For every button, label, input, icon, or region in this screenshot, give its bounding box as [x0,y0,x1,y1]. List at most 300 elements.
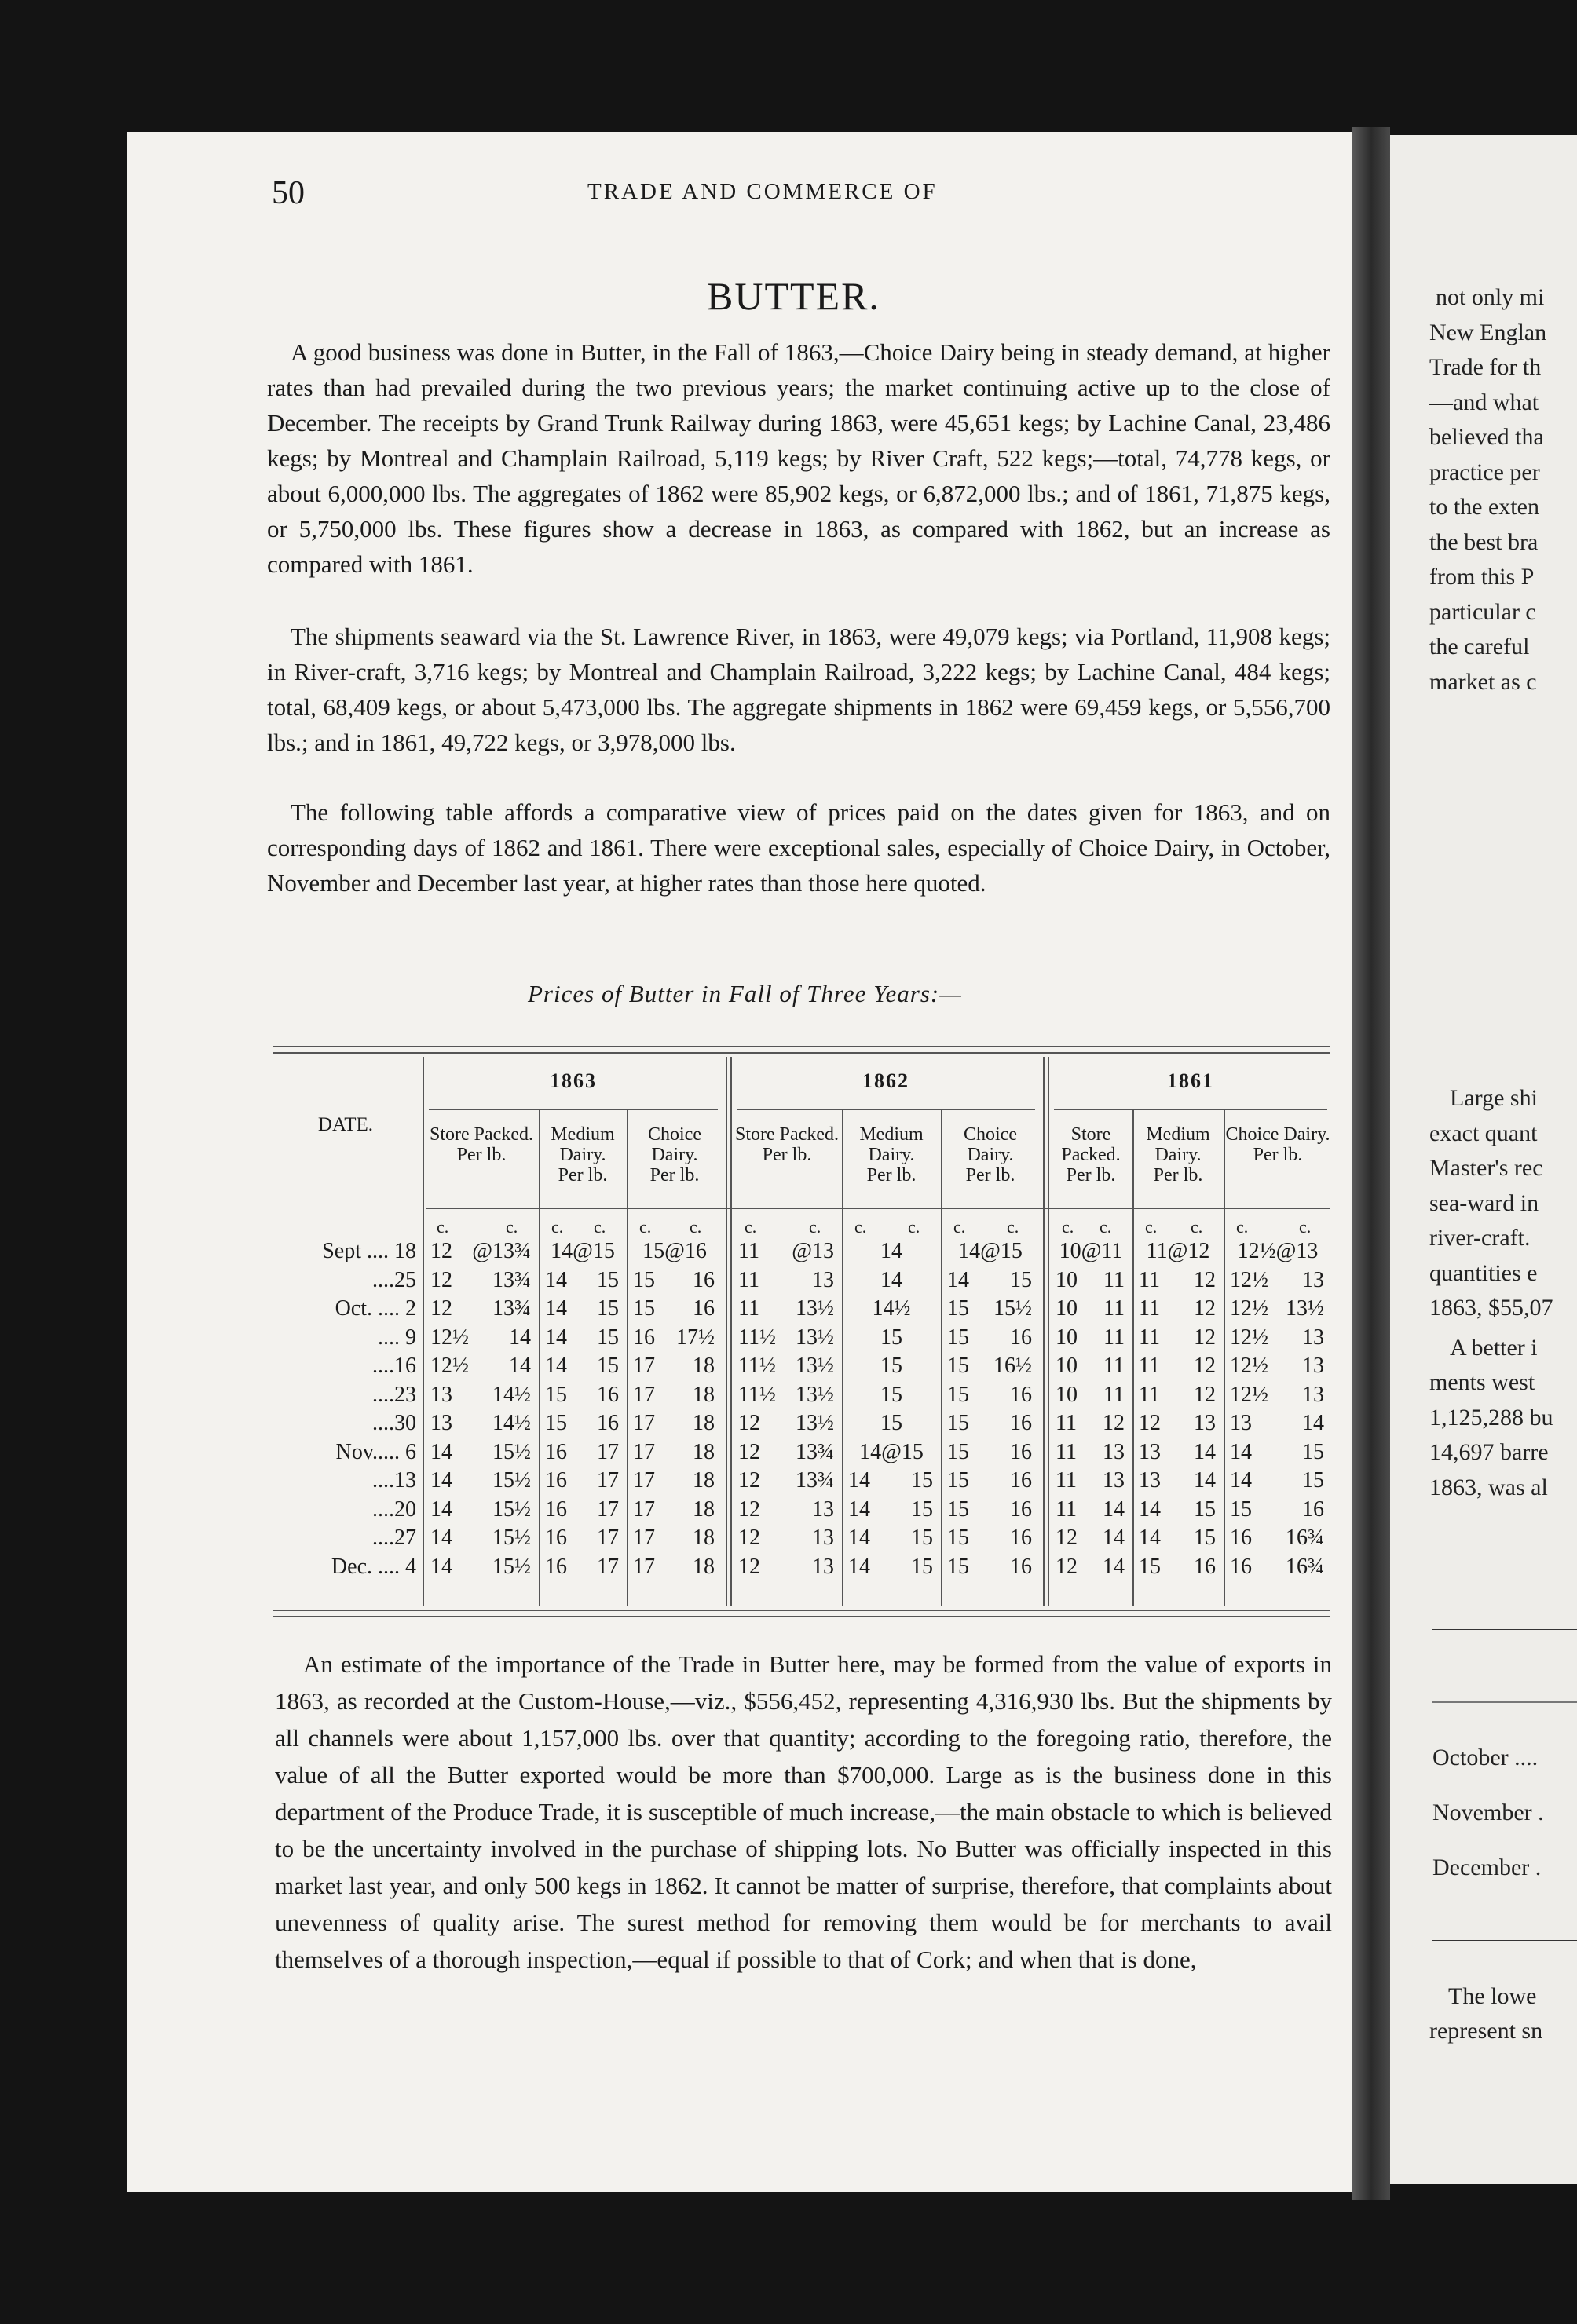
unit-label: c. [1145,1217,1158,1237]
subheader-line: Store Packed. [430,1124,533,1145]
price-cell: 12 [1194,1325,1216,1350]
price-cell: 15 [597,1296,619,1321]
price-cell: 14@15 [859,1439,924,1464]
price-cell: 13¾ [796,1468,834,1493]
price-cell: 13½ [796,1382,834,1407]
price-cell: 15 [947,1468,969,1493]
price-cell: 15 [880,1354,902,1378]
column-subheader [942,1124,1038,1186]
price-cell: 16 [1010,1496,1032,1522]
section-title: BUTTER. [707,274,880,318]
price-cell: 13¾ [492,1296,531,1321]
price-cell: 13 [1103,1439,1125,1464]
facing-page-line: 1,125,288 bu [1429,1404,1553,1431]
price-cell: 15½ [993,1296,1032,1321]
price-cell: 15 [1010,1267,1032,1292]
price-cell: 11 [1056,1468,1077,1493]
column-subheader [426,1124,537,1165]
price-cell: 14 [880,1267,902,1292]
paragraph-receipts: A good business was done in Butter, in the Fall of 1863,—Choice Dairy being in steady demand, at higher rates than had prevailed during the two previous years; the market continuing active up to the close of December. The receipts by Grand Trunk Railway during 1863, were 45,651 kegs; by Lachine Canal, 23,486 kegs; by Montreal and Champlain Railroad, 5,119 kegs; by River Craft, 522 kegs;—total, 74,778 kegs, or about 6,000,000 lbs. The aggregates of 1862 were 85,902 kegs, or 6,872,000 lbs.; and of 1861, 71,875 kegs, or 5,750,000 lbs. These figures show a decrease in 1863, as compared with 1862, but an increase as compared with 1861. [267,338,1330,578]
price-cell: 15 [545,1411,567,1435]
price-cell: 13 [812,1267,834,1292]
facing-page-line: the careful [1429,634,1530,660]
price-cell: 12½ [1230,1296,1268,1321]
unit-label: c. [745,1217,757,1237]
price-cell: 12½@13 [1237,1239,1319,1263]
price-cell: 11 [738,1239,759,1263]
price-cell: 17 [633,1354,655,1378]
price-cell: 16 [1230,1526,1252,1550]
price-cell: 11 [738,1267,759,1292]
row-date: ....30 [372,1411,416,1435]
unit-label: c. [594,1217,606,1237]
unit-label: c. [1191,1217,1203,1237]
price-cell: 14 [1139,1526,1161,1550]
year-underline [429,1109,718,1110]
price-cell: 16 [693,1296,715,1321]
price-cell: 14 [848,1468,870,1493]
facing-page-line: represent sn [1429,2018,1543,2044]
price-cell: 15 [947,1526,969,1550]
unit-label: c. [1299,1217,1312,1237]
group-divider [423,1057,424,1606]
subheader-line: Per lb. [965,1165,1015,1186]
price-cell: 18 [693,1382,715,1407]
subheader-line: Per lb. [649,1165,700,1186]
price-cell: 17 [597,1554,619,1579]
facing-page-line: 1863, $55,07 [1429,1295,1553,1321]
price-cell: 16 [545,1468,567,1493]
unit-label: c. [639,1217,652,1237]
price-cell: 11 [1103,1267,1125,1292]
year-header: 1862 [862,1069,909,1092]
price-cell: 12 [1056,1554,1078,1579]
price-cell: 15 [597,1325,619,1350]
price-cell: 15 [880,1411,902,1435]
price-cell: 15 [880,1325,902,1350]
unit-label: c. [551,1217,564,1237]
price-cell: 12 [738,1554,760,1579]
price-cell: 16 [1010,1554,1032,1579]
price-cell: 14½ [492,1411,531,1435]
price-cell: 17 [633,1468,655,1493]
price-cell: 13 [1302,1267,1324,1292]
price-cell: 14 [848,1554,870,1579]
row-date: Sept .... 18 [322,1239,416,1263]
price-cell: 14@15 [958,1239,1023,1263]
price-cell: 15½ [492,1496,531,1522]
price-cell: 11 [1103,1382,1125,1407]
price-cell: 16 [1010,1382,1032,1407]
price-cell: 15½ [492,1439,531,1464]
price-cell: 12 [430,1296,452,1321]
price-cell: 13 [1302,1325,1324,1350]
subheader-line: Per lb. [762,1145,812,1165]
price-cell: 15 [545,1382,567,1407]
price-cell: 12 [430,1267,452,1292]
price-cell: 15 [947,1439,969,1464]
price-cell: 15 [1139,1554,1161,1579]
price-cell: 17 [597,1496,619,1522]
price-cell: 11 [1103,1296,1125,1321]
price-cell: 15½ [492,1554,531,1579]
price-cell: 11 [1139,1296,1160,1321]
paragraph-table-intro: The following table affords a comparative view of prices paid on the dates given for 1863, and on corresponding days of 1862 and 1861. There were exceptional sales, especially of Choice Dairy, in October, November and December last year, at higher rates than those here quoted. [267,798,1330,897]
unit-label: c. [908,1217,920,1237]
price-cell: 12 [738,1411,760,1435]
price-cell: 15½ [492,1468,531,1493]
price-cell: 11½ [738,1325,776,1350]
price-cell: 11 [1139,1382,1160,1407]
price-cell: 12 [738,1526,760,1550]
price-cell: 13 [812,1526,834,1550]
subheader-line: Per lb. [866,1165,917,1186]
facing-page-month: November . [1432,1800,1544,1825]
price-cell: 14 [1302,1411,1324,1435]
price-cell: 12½ [1230,1354,1268,1378]
price-cell: 16 [633,1325,655,1350]
price-cell: 15 [947,1354,969,1378]
unit-label: c. [854,1217,867,1237]
price-cell: 16 [545,1554,567,1579]
facing-page-month: October .... [1432,1745,1539,1770]
price-cell: 12 [1194,1267,1216,1292]
table-bottom-rule [273,1610,1330,1611]
price-cell: 13½ [796,1325,834,1350]
facing-page-line: A better i [1450,1334,1538,1361]
facing-page-line: not only mi [1436,284,1545,310]
price-cell: 15 [597,1354,619,1378]
year-header: 1861 [1167,1069,1214,1092]
price-cell: 13½ [796,1411,834,1435]
price-cell: 16¾ [1286,1526,1324,1550]
facing-page-rule [1432,1938,1577,1941]
price-cell: 16 [1010,1468,1032,1493]
price-cell: 13¾ [492,1267,531,1292]
price-cell: 12 [1194,1354,1216,1378]
price-cell: 15 [1302,1468,1324,1493]
price-cell: 14 [1194,1468,1216,1493]
facing-page-line: ments west [1429,1369,1535,1395]
unit-label: c. [1007,1217,1019,1237]
price-cell: 16 [545,1526,567,1550]
subheader-line: Store Packed. [1061,1124,1121,1165]
facing-page-line: practice per [1429,459,1540,485]
facing-page-line: —and what [1429,389,1539,415]
price-cell: 18 [693,1554,715,1579]
price-cell: 15 [1230,1496,1252,1522]
date-header: DATE. [317,1114,374,1135]
price-cell: 10 [1056,1296,1078,1321]
subheader-line: Choice Dairy. [964,1124,1017,1165]
running-head: TRADE AND COMMERCE OF [587,179,938,204]
price-cell: 17 [633,1382,655,1407]
price-cell: 12½ [1230,1382,1268,1407]
subheader-line: Per lb. [558,1165,608,1186]
price-cell: 14 [430,1554,452,1579]
facing-page-line: particular c [1429,598,1536,625]
price-cell: 17 [633,1496,655,1522]
price-cell: 12 [1194,1296,1216,1321]
price-cell: 11 [738,1296,759,1321]
row-date: Nov..... 6 [335,1439,416,1464]
price-cell: 12 [1103,1411,1125,1435]
price-cell: 16 [1010,1411,1032,1435]
row-date: ....25 [372,1267,416,1292]
column-subheader [843,1124,939,1186]
price-cell: 11½ [738,1382,776,1407]
price-cell: 16¾ [1286,1554,1324,1579]
facing-page-line: 14,697 barre [1429,1439,1549,1465]
price-cell: 15 [911,1526,933,1550]
price-cell: 11 [1056,1439,1077,1464]
price-cell: 14 [430,1496,452,1522]
price-cell: 15 [911,1468,933,1493]
facing-page-line: Large shi [1450,1085,1538,1111]
facing-page-line: The lowe [1448,1983,1537,2009]
unit-label: c. [437,1217,449,1237]
column-subheader [628,1124,721,1186]
price-cell: 13 [1302,1354,1324,1378]
price-cell: 14 [545,1267,567,1292]
price-cell: 15 [880,1382,902,1407]
column-subheader [1134,1124,1222,1186]
price-cell: 13 [1302,1382,1324,1407]
subheader-line: Per lb. [456,1145,507,1165]
row-date: Oct. .... 2 [335,1296,416,1321]
unit-label: c. [1062,1217,1074,1237]
year-underline [1054,1109,1327,1110]
group-divider-double [730,1057,732,1606]
price-cell: 13½ [796,1354,834,1378]
price-cell: 10 [1056,1267,1078,1292]
row-date: Dec. .... 4 [331,1554,416,1579]
subheader-line: Choice Dairy. [1225,1124,1330,1145]
price-cell: 13 [812,1496,834,1522]
price-cell: 14 [848,1496,870,1522]
year-header: 1863 [550,1069,597,1092]
price-cell: 17½ [676,1325,715,1350]
unit-label: c. [1100,1217,1112,1237]
price-cell: 17 [633,1554,655,1579]
price-cell: 13 [812,1554,834,1579]
price-cell: 16 [693,1267,715,1292]
price-cell: 14 [545,1325,567,1350]
price-cell: 16 [1230,1554,1252,1579]
facing-page-line: Master's rec [1429,1155,1543,1181]
price-cell: 11 [1139,1267,1160,1292]
price-cell: 12 [430,1239,452,1263]
price-cell: 17 [633,1526,655,1550]
price-cell: 15 [911,1496,933,1522]
facing-page-line: New Englan [1429,319,1547,345]
facing-page-line: from this P [1429,564,1535,590]
price-cell: 15 [1194,1496,1216,1522]
price-cell: 15 [947,1411,969,1435]
price-cell: 15½ [492,1526,531,1550]
price-cell: 13 [1194,1411,1216,1435]
price-cell: @13 [792,1239,834,1263]
price-cell: 13½ [796,1296,834,1321]
price-cell: @13¾ [472,1239,531,1263]
facing-page-line: believed tha [1429,424,1544,450]
price-cell: 16 [597,1411,619,1435]
price-cell: 14 [1103,1554,1125,1579]
price-cell: 15 [1194,1526,1216,1550]
table-top-rule [273,1046,1330,1047]
unit-label: c. [1236,1217,1249,1237]
price-cell: 16 [1194,1554,1216,1579]
price-cell: 12½ [1230,1325,1268,1350]
price-cell: 17 [597,1439,619,1464]
price-cell: 14 [880,1239,902,1263]
facing-page-line: the best bra [1429,528,1539,555]
unit-label: c. [809,1217,821,1237]
price-cell: 12 [738,1468,760,1493]
price-cell: 16 [1302,1496,1324,1522]
price-cell: 12½ [430,1354,469,1378]
price-cell: 16 [545,1439,567,1464]
price-cell: 15 [947,1325,969,1350]
price-cell: 14 [430,1439,452,1464]
price-cell: 11 [1056,1411,1077,1435]
price-cell: 14 [509,1325,531,1350]
price-cell: 16 [597,1382,619,1407]
row-date: ....23 [372,1382,416,1407]
price-cell: 17 [633,1411,655,1435]
price-cell: 13 [1139,1439,1161,1464]
facing-page-line: exact quant [1429,1120,1538,1146]
price-cell: 16 [1010,1526,1032,1550]
price-cell: 14 [545,1354,567,1378]
price-cell: 12 [738,1496,760,1522]
price-cell: 11 [1139,1325,1160,1350]
price-cell: 14 [1103,1496,1125,1522]
subheader-line: Store Packed. [735,1124,839,1145]
facing-page-line: market as c [1429,668,1537,695]
row-date: ....20 [372,1496,416,1522]
price-cell: 11 [1056,1496,1077,1522]
price-cell: 10 [1056,1382,1078,1407]
subheader-line: Choice Dairy. [648,1124,701,1165]
subheader-line: Per lb. [1153,1165,1203,1186]
price-cell: 10 [1056,1354,1078,1378]
page-number: 50 [272,175,305,211]
price-cell: 16 [1010,1325,1032,1350]
price-cell: 15 [947,1382,969,1407]
row-date: ....27 [372,1526,416,1550]
price-cell: 14 [509,1354,531,1378]
price-cell: 14 [545,1296,567,1321]
price-cell: 16 [1010,1439,1032,1464]
row-date: .... 9 [378,1325,416,1350]
unit-label: c. [690,1217,702,1237]
price-cell: 11@12 [1146,1239,1210,1263]
price-cell: 15 [911,1554,933,1579]
price-cell: 14 [848,1526,870,1550]
table-bottom-rule-2 [273,1616,1330,1617]
table-caption: Prices of Butter in Fall of Three Years:— [528,980,962,1007]
facing-page-line: quantities e [1429,1259,1538,1286]
price-cell: 15@16 [642,1239,707,1263]
price-cell: 13 [1230,1411,1252,1435]
price-cell: 13¾ [796,1439,834,1464]
facing-page-line: Trade for th [1429,354,1542,380]
facing-page-month: December . [1432,1854,1542,1880]
price-cell: 18 [693,1354,715,1378]
price-cell: 14 [1230,1468,1252,1493]
price-cell: 15 [947,1554,969,1579]
subheader-line: Per lb. [1066,1165,1116,1186]
column-subheader [734,1124,840,1165]
table-top-rule-2 [273,1052,1330,1054]
price-cell: 15 [633,1267,655,1292]
group-divider-double [1048,1057,1049,1606]
price-cell: 16 [545,1496,567,1522]
facing-page-rule [1432,1701,1577,1703]
price-cell: 14 [430,1526,452,1550]
price-cell: 15 [633,1296,655,1321]
price-cell: 10 [1056,1325,1078,1350]
price-cell: 12 [1139,1411,1161,1435]
price-cell: 18 [693,1496,715,1522]
price-cell: 14 [1230,1439,1252,1464]
price-cell: 18 [693,1411,715,1435]
price-cell: 13 [1103,1468,1125,1493]
price-cell: 14 [430,1468,452,1493]
price-cell: 14 [947,1267,969,1292]
price-cell: 14 [1139,1496,1161,1522]
price-cell: 18 [693,1439,715,1464]
row-date: ....16 [372,1354,416,1378]
price-cell: 11 [1103,1354,1125,1378]
row-date: ....13 [372,1468,416,1493]
price-cell: 14½ [872,1296,911,1321]
price-cell: 12 [1056,1526,1078,1550]
price-cell: 12 [738,1439,760,1464]
price-cell: 13½ [1286,1296,1324,1321]
price-cell: 17 [597,1526,619,1550]
paragraph-shipments: The shipments seaward via the St. Lawrence River, in 1863, were 49,079 kegs; via Portland, 11,908 kegs; in River-craft, 3,716 kegs; by Montreal and Champlain Railroad, 3,222 kegs; by Lachine Canal, 484 kegs; total, 68,409 kegs, or about 5,473,000 lbs. The aggregate shipments in 1862 were 69,459 kegs, or 5,556,700 lbs.; and in 1861, 49,722 kegs, or 3,978,000 lbs. [267,623,1330,756]
unit-label: c. [506,1217,518,1237]
price-cell: 14½ [492,1382,531,1407]
price-cell: 14 [1194,1439,1216,1464]
right-page [1390,135,1577,2184]
price-cell: 18 [693,1468,715,1493]
price-cell: 12 [1194,1382,1216,1407]
price-cell: 17 [633,1439,655,1464]
column-subheader [540,1124,625,1186]
price-cell: 14 [1103,1526,1125,1550]
price-cell: 12½ [430,1325,469,1350]
price-cell: 16½ [993,1354,1032,1378]
price-cell: 15 [947,1296,969,1321]
price-cell: 17 [597,1468,619,1493]
facing-page-line: to the exten [1429,494,1539,520]
price-cell: 15 [947,1496,969,1522]
price-cell: 11½ [738,1354,776,1378]
facing-page-line: river-craft. [1429,1225,1531,1251]
group-divider [726,1057,727,1606]
price-cell: 12½ [1230,1267,1268,1292]
price-cell: 11 [1103,1325,1125,1350]
column-subheader [1051,1124,1131,1186]
price-cell: 15 [1302,1439,1324,1464]
price-cell: 15 [597,1267,619,1292]
price-cell: 13 [1139,1468,1161,1493]
column-subheader [1225,1124,1330,1165]
subheader-underline [426,1208,1330,1209]
